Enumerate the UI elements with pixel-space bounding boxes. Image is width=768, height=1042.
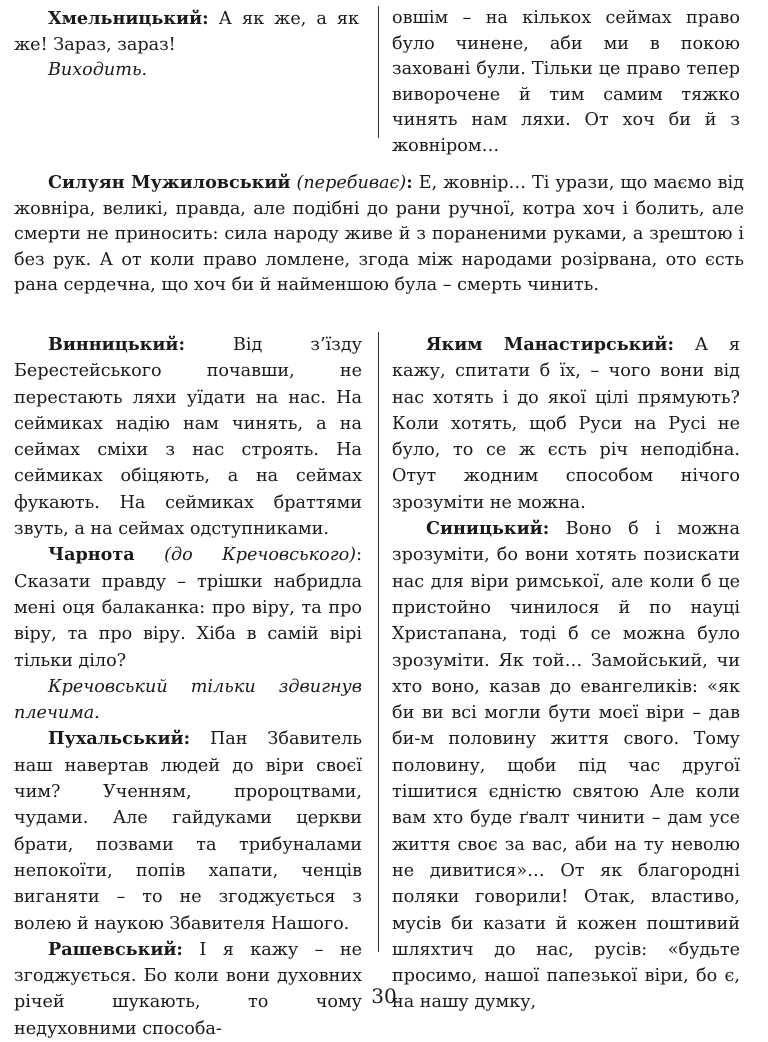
speech-text: Воно б і можна зрозуміти, бо вони хотять позискати нас для віри римської, але коли б це пристойно чинилося й по науці Христапана, тоді б се можна було зрозуміти. Як той… Замойський, чи хто воно, казав до евангеликів: «як би ви всі могли бути моєї віри – дав би-м половину життя свого. Тому половину, щоби під час другої тішитися єдністю святою Але коли вам хто буде ґвалт чинити – дам усе життя своє за вас, аби на ту неволю не дивитися»… От як благородні поляки говорили! Отак, властиво, мусів би казати й кожен поштивий шляхтич до нас, русів: «будьте просимо, нашої папезької віри, бо є, на нашу думку, [392,519,740,1013]
speaker-name: Синицький: [426,518,550,540]
speech-text: Е, жовнір… Ті урази, що маємо від жовніра, великі, правда, але подібні до рани ручної, котра хоч і болить, але смерти не приносить: сила народу живе й з пораненими руками, а зрештою і без рук. А от коли право ломлене, згода між народами розірвана, ото єсть рана сердечна, що хоч би й найменшою була – смерть чинить. [14,173,744,296]
paragraph: овшім – на кількох сеймах право було чинене, аби ми в покою заховані були. Тільки це право тепер виворочене й тим самим тяжко чинять нам ляхи. От хоч би й з жовніром… [392,8,740,156]
speech-text: : Сказати правду – трішки набридла мені оця балаканка: про віру, та про віру, та про віру. Хіба в самій вірі тільки діло? [14,545,362,671]
speaker-name: Чарнота [48,544,135,566]
speaker-name: Хмельницький: [48,8,209,29]
top-left-column [14,6,359,84]
top-right-column [392,6,740,160]
paragraph [14,332,362,542]
colon: : [406,172,413,193]
speaker-name: Рашевський: [48,938,183,960]
stage-direction: Виходить. [48,60,148,81]
speaker-name: Яким Манастирський: [426,334,674,355]
paragraph [14,6,359,58]
speech-text: Пан Збавитель наш навертав людей до віри своєї чим? Ученням, пророцтвами, чудами. Але гайдуками церкви брати, позвами та трибуналами непокоїти, попів хапати, ченців виганяти – то не згоджується з волею й наукою Збавителя Нашого. [14,729,362,934]
speaker-name: Винницький: [48,334,185,355]
paragraph [14,542,362,673]
paragraph [14,170,744,299]
speech-text: А я кажу, спитати б їх, – чого вони від нас хотять і до якої цілі прямують? Коли хотять, щоб Руси на Русі не було, то се ж єсть річ неподібна. Отут жодним способом нічого зрозуміти не можна. [392,335,741,513]
column-divider-top [378,6,379,138]
middle-block [14,170,744,299]
speaker-name: Силуян Мужиловський [48,172,291,193]
speaker-name: Пухальський: [48,728,191,750]
stage-direction: Кречовський тільки здвигнув плечима. [14,676,362,724]
paragraph [392,516,740,1016]
stage-direction: (перебиває) [296,173,407,193]
speech-text: А як же, а як же! Зараз, зараз! [14,9,359,55]
page-number: 30 [371,984,397,1008]
paragraph [392,332,740,516]
paragraph [14,726,362,936]
bottom-right-column [392,332,740,1016]
speech-text: Від з’їзду Берестейського почавши, не перестають ляхи уїдати на нас. На сеймиках надію нам чинять, а на сеймах сміхи з нас строять. На сеймиках обіцяють, а на сеймах фукають. На сеймиках браттями звуть, а на сеймах одступниками. [14,335,362,540]
column-divider-bottom [378,332,379,952]
speech-text: І я кажу – не згоджується. Бо коли вони духовних річей шукають, то чому недуховними способа- [14,939,362,1039]
stage-direction: (до Кречовського) [134,545,357,566]
bottom-left-column [14,332,362,1042]
